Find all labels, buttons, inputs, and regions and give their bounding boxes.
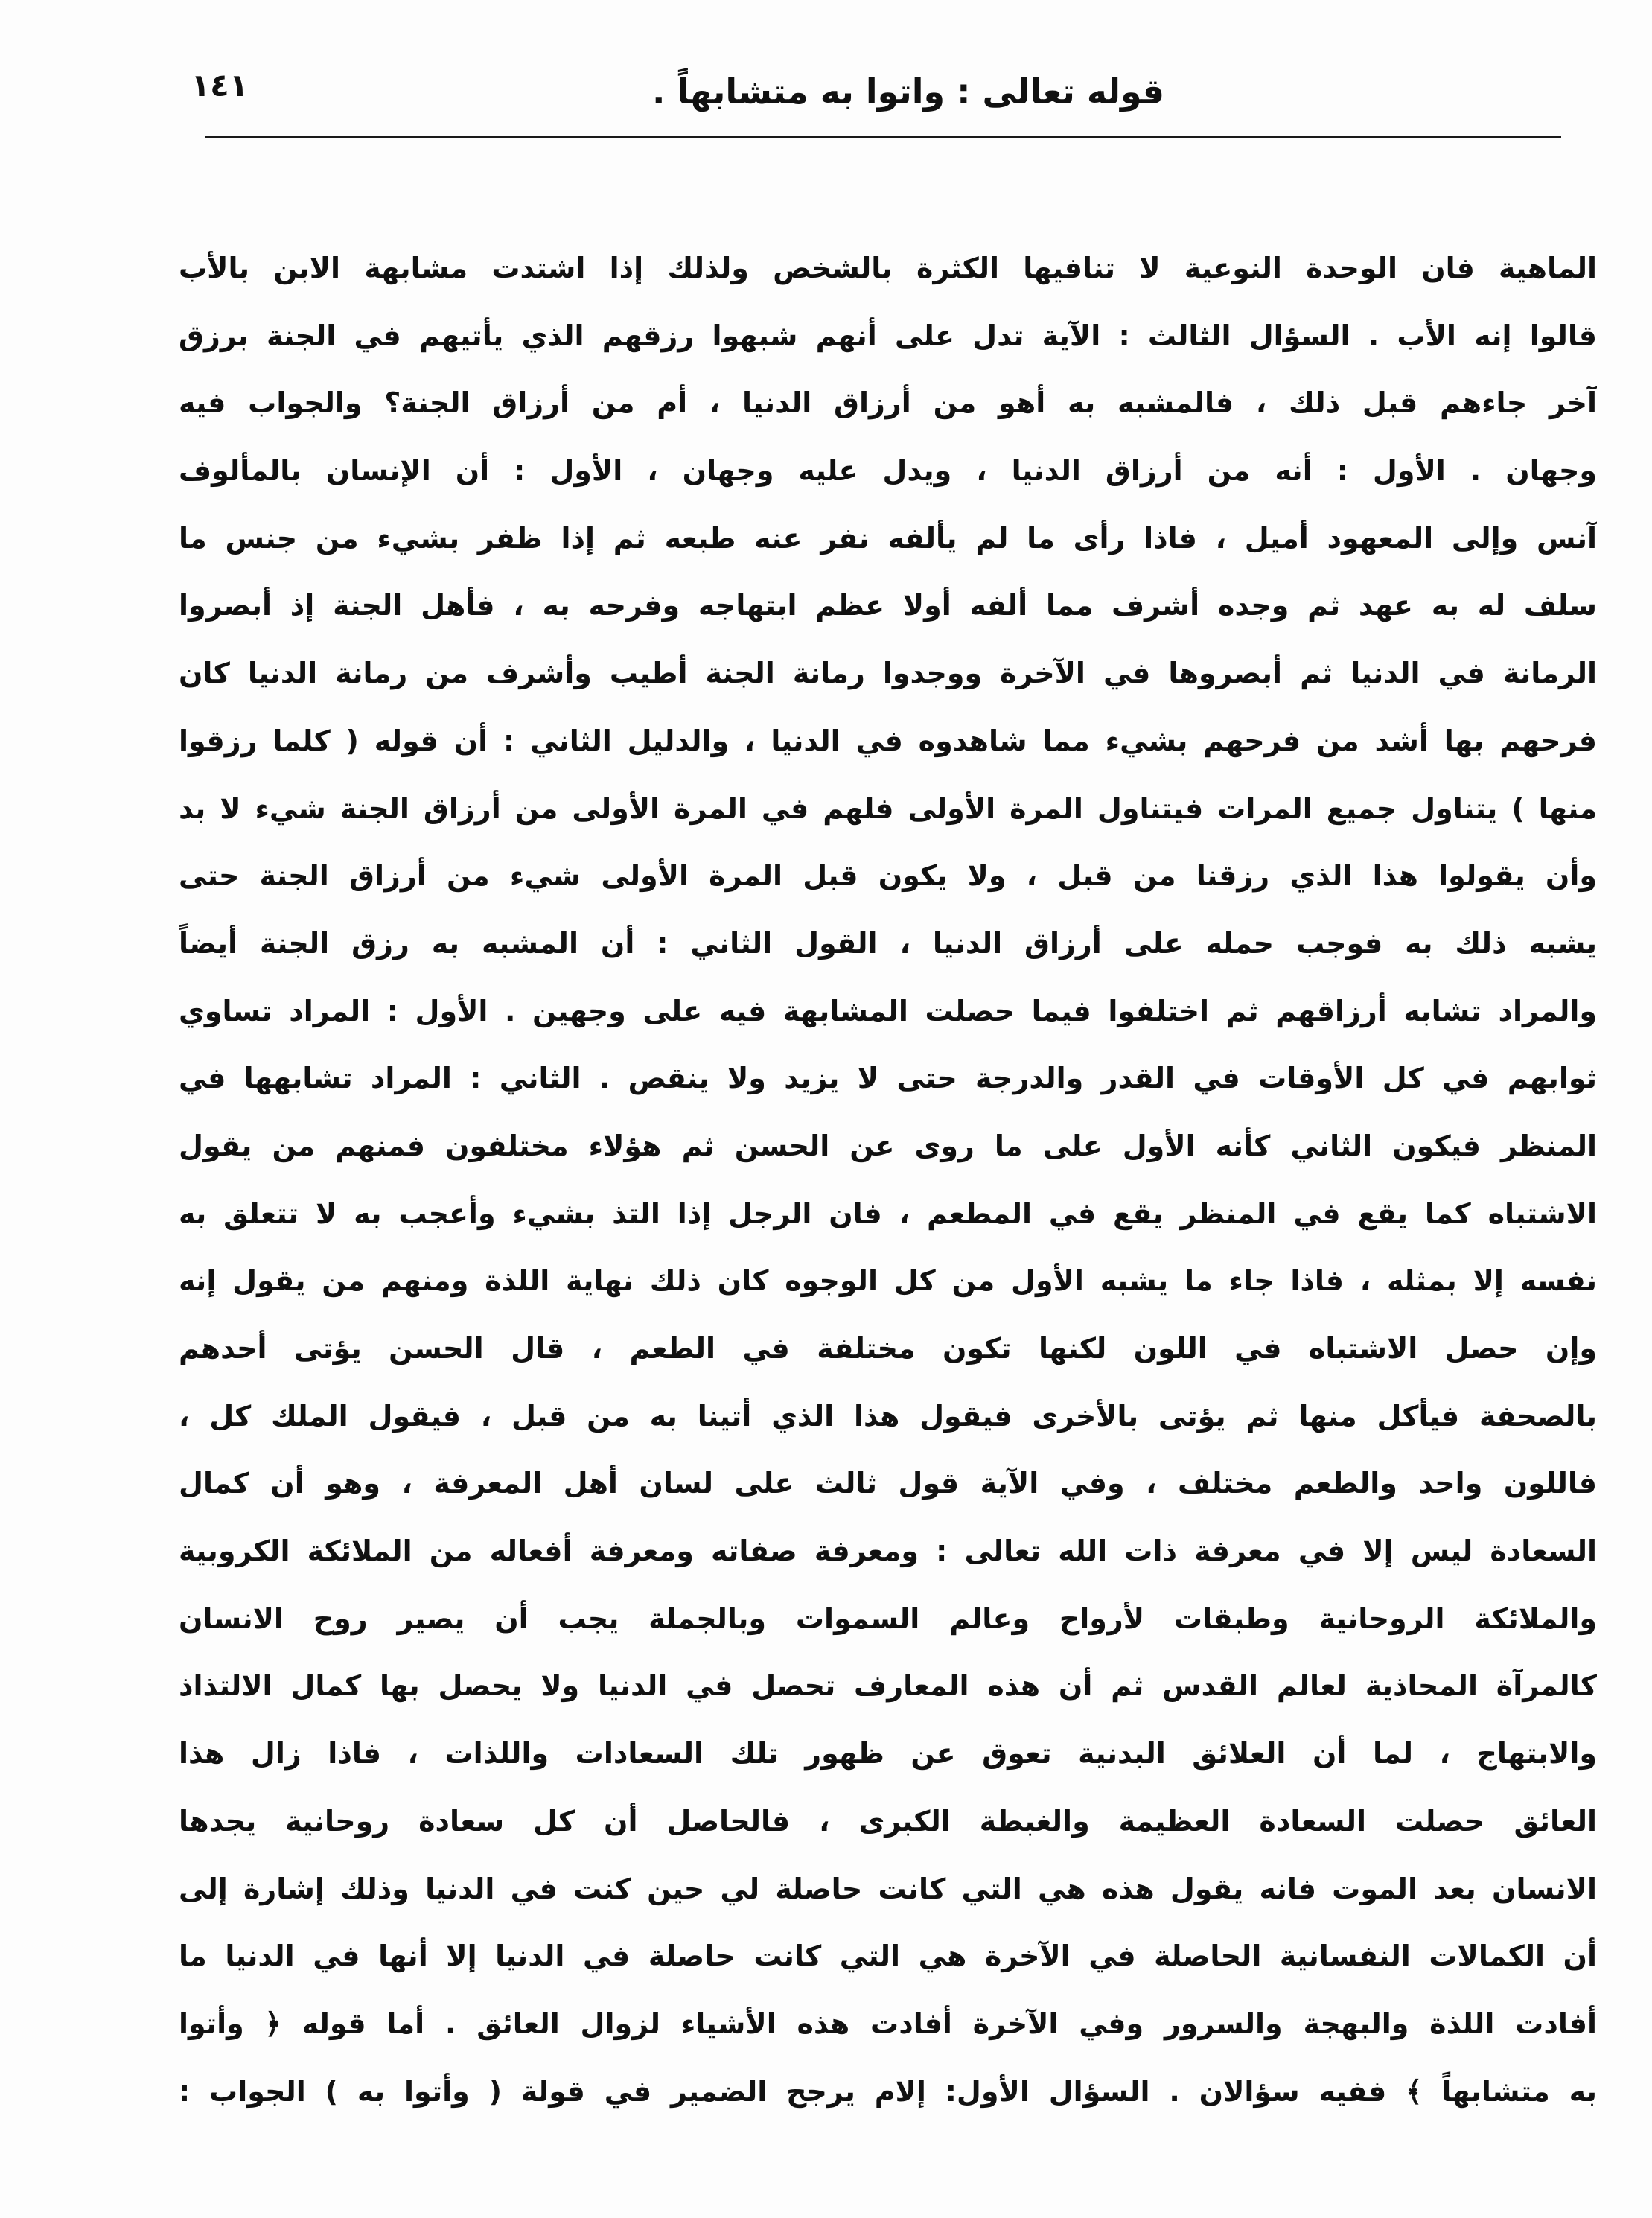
- text-line: الرمانة في الدنيا ثم أبصروها في الآخرة ووجدوا رمانة الجنة أطيب وأشرف من رمانة الدنيا كان: [179, 657, 1597, 690]
- running-title: قوله تعالى : واتوا به متشابهاً .: [651, 71, 1165, 112]
- text-line: وأن يقولوا هذا الذي رزقنا من قبل ، ولا يكون قبل المرة الأولى شيء من أرزاق الجنة حتى: [179, 859, 1597, 893]
- text-line: آنس وإلى المعهود أميل ، فاذا رأى ما لم يألفه نفر عنه طبعه ثم إذا ظفر بشيء من جنس ما: [179, 521, 1597, 555]
- text-line: والملائكة الروحانية وطبقات لأرواح وعالم السموات وبالجملة يجب أن يصير روح الانسان: [179, 1602, 1597, 1635]
- text-line: فرحهم بها أشد من فرحهم بشيء مما شاهدوه في الدنيا ، والدليل الثاني : أن قوله ( كلما رزقوا: [179, 724, 1597, 757]
- text-line: آخر جاءهم قبل ذلك ، فالمشبه به أهو من أرزاق الدنيا ، أم من أرزاق الجنة؟ والجواب فيه: [179, 386, 1597, 420]
- page-number: ١٤١: [191, 67, 249, 103]
- text-line: وجهان . الأول : أنه من أرزاق الدنيا ، ويدل عليه وجهان ، الأول : أن الإنسان بالمألوف: [179, 454, 1597, 488]
- text-line: يشبه ذلك به فوجب حمله على أرزاق الدنيا ، القول الثاني : أن المشبه به رزق الجنة أيضاً: [179, 926, 1597, 960]
- text-line: نفسه إلا بمثله ، فاذا جاء ما يشبه الأول من كل الوجوه كان ذلك نهاية اللذة ومنهم من يقول إنه: [179, 1264, 1597, 1298]
- text-line: الانسان بعد الموت فانه يقول هذه هي التي كانت حاصلة لي حين كنت في الدنيا وذلك إشارة إلى: [179, 1872, 1597, 1905]
- text-line: ثوابهم في كل الأوقات في القدر والدرجة حتى لا يزيد ولا ينقص . الثاني : المراد تشابهها في: [179, 1062, 1597, 1095]
- text-line: أفادت اللذة والبهجة والسرور وفي الآخرة أفادت هذه الأشياء لزوال العائق . أما قوله ﴿ وأتوا: [179, 2007, 1597, 2040]
- text-line: كالمرآة المحاذية لعالم القدس ثم أن هذه المعارف تحصل في الدنيا ولا يحصل بها كمال الالتذاذ: [179, 1669, 1597, 1703]
- text-line: المنظر فيكون الثاني كأنه الأول على ما روى عن الحسن ثم هؤلاء مختلفون فمنهم من يقول: [179, 1129, 1597, 1162]
- header-rule: [205, 136, 1561, 138]
- text-line: قالوا إنه الأب . السؤال الثالث : الآية تدل على أنهم شبهوا رزقهم الذي يأتيهم في الجنة برزق: [179, 319, 1597, 352]
- text-line: الاشتباه كما يقع في المنظر يقع في المطعم ، فان الرجل إذا التذ بشيء وأعجب به لا تتعلق به: [179, 1196, 1597, 1230]
- text-line: العائق حصلت السعادة العظيمة والغبطة الكبرى ، فالحاصل أن كل سعادة روحانية يجدها: [179, 1804, 1597, 1838]
- text-line: السعادة ليس إلا في معرفة ذات الله تعالى : ومعرفة صفاته ومعرفة أفعاله من الملائكة الكروبية: [179, 1535, 1597, 1568]
- text-line: منها ) يتناول جميع المرات فيتناول المرة الأولى فلهم في المرة الأولى من أرزاق الجنة شيء لا بد: [179, 791, 1597, 825]
- text-line: أن الكمالات النفسانية الحاصلة في الآخرة هي التي كانت حاصلة في الدنيا إلا أنها في الدنيا ما: [179, 1940, 1597, 1973]
- text-line: به متشابهاً ﴾ ففيه سؤالان . السؤال الأول: إلام يرجح الضمير في قولة ( وأتوا به ) الجواب :: [179, 2074, 1597, 2108]
- text-line: سلف له به عهد ثم وجده أشرف مما ألفه أولا عظم ابتهاجه وفرحه به ، فأهل الجنة إذ أبصروا: [179, 589, 1597, 622]
- text-line: وإن حصل الاشتباه في اللون لكنها تكون مختلفة في الطعم ، قال الحسن يؤتى أحدهم: [179, 1332, 1597, 1365]
- text-line: الماهية فان الوحدة النوعية لا تنافيها الكثرة بالشخص ولذلك إذا اشتدت مشابهة الابن بالأب: [179, 252, 1597, 284]
- text-line: والابتهاج ، لما أن العلائق البدنية تعوق عن ظهور تلك السعادات واللذات ، فاذا زال هذا: [179, 1737, 1597, 1771]
- text-line: بالصحفة فيأكل منها ثم يؤتى بالأخرى فيقول هذا الذي أتينا به من قبل ، فيقول الملك كل ،: [179, 1399, 1597, 1433]
- body-text: [179, 235, 1597, 2126]
- text-line: والمراد تشابه أرزاقهم ثم اختلفوا فيما حصلت المشابهة فيه على وجهين . الأول : المراد تساوي: [179, 994, 1597, 1027]
- text-line: فاللون واحد والطعم مختلف ، وفي الآية قول ثالث على لسان أهل المعرفة ، وهو أن كمال: [179, 1467, 1597, 1500]
